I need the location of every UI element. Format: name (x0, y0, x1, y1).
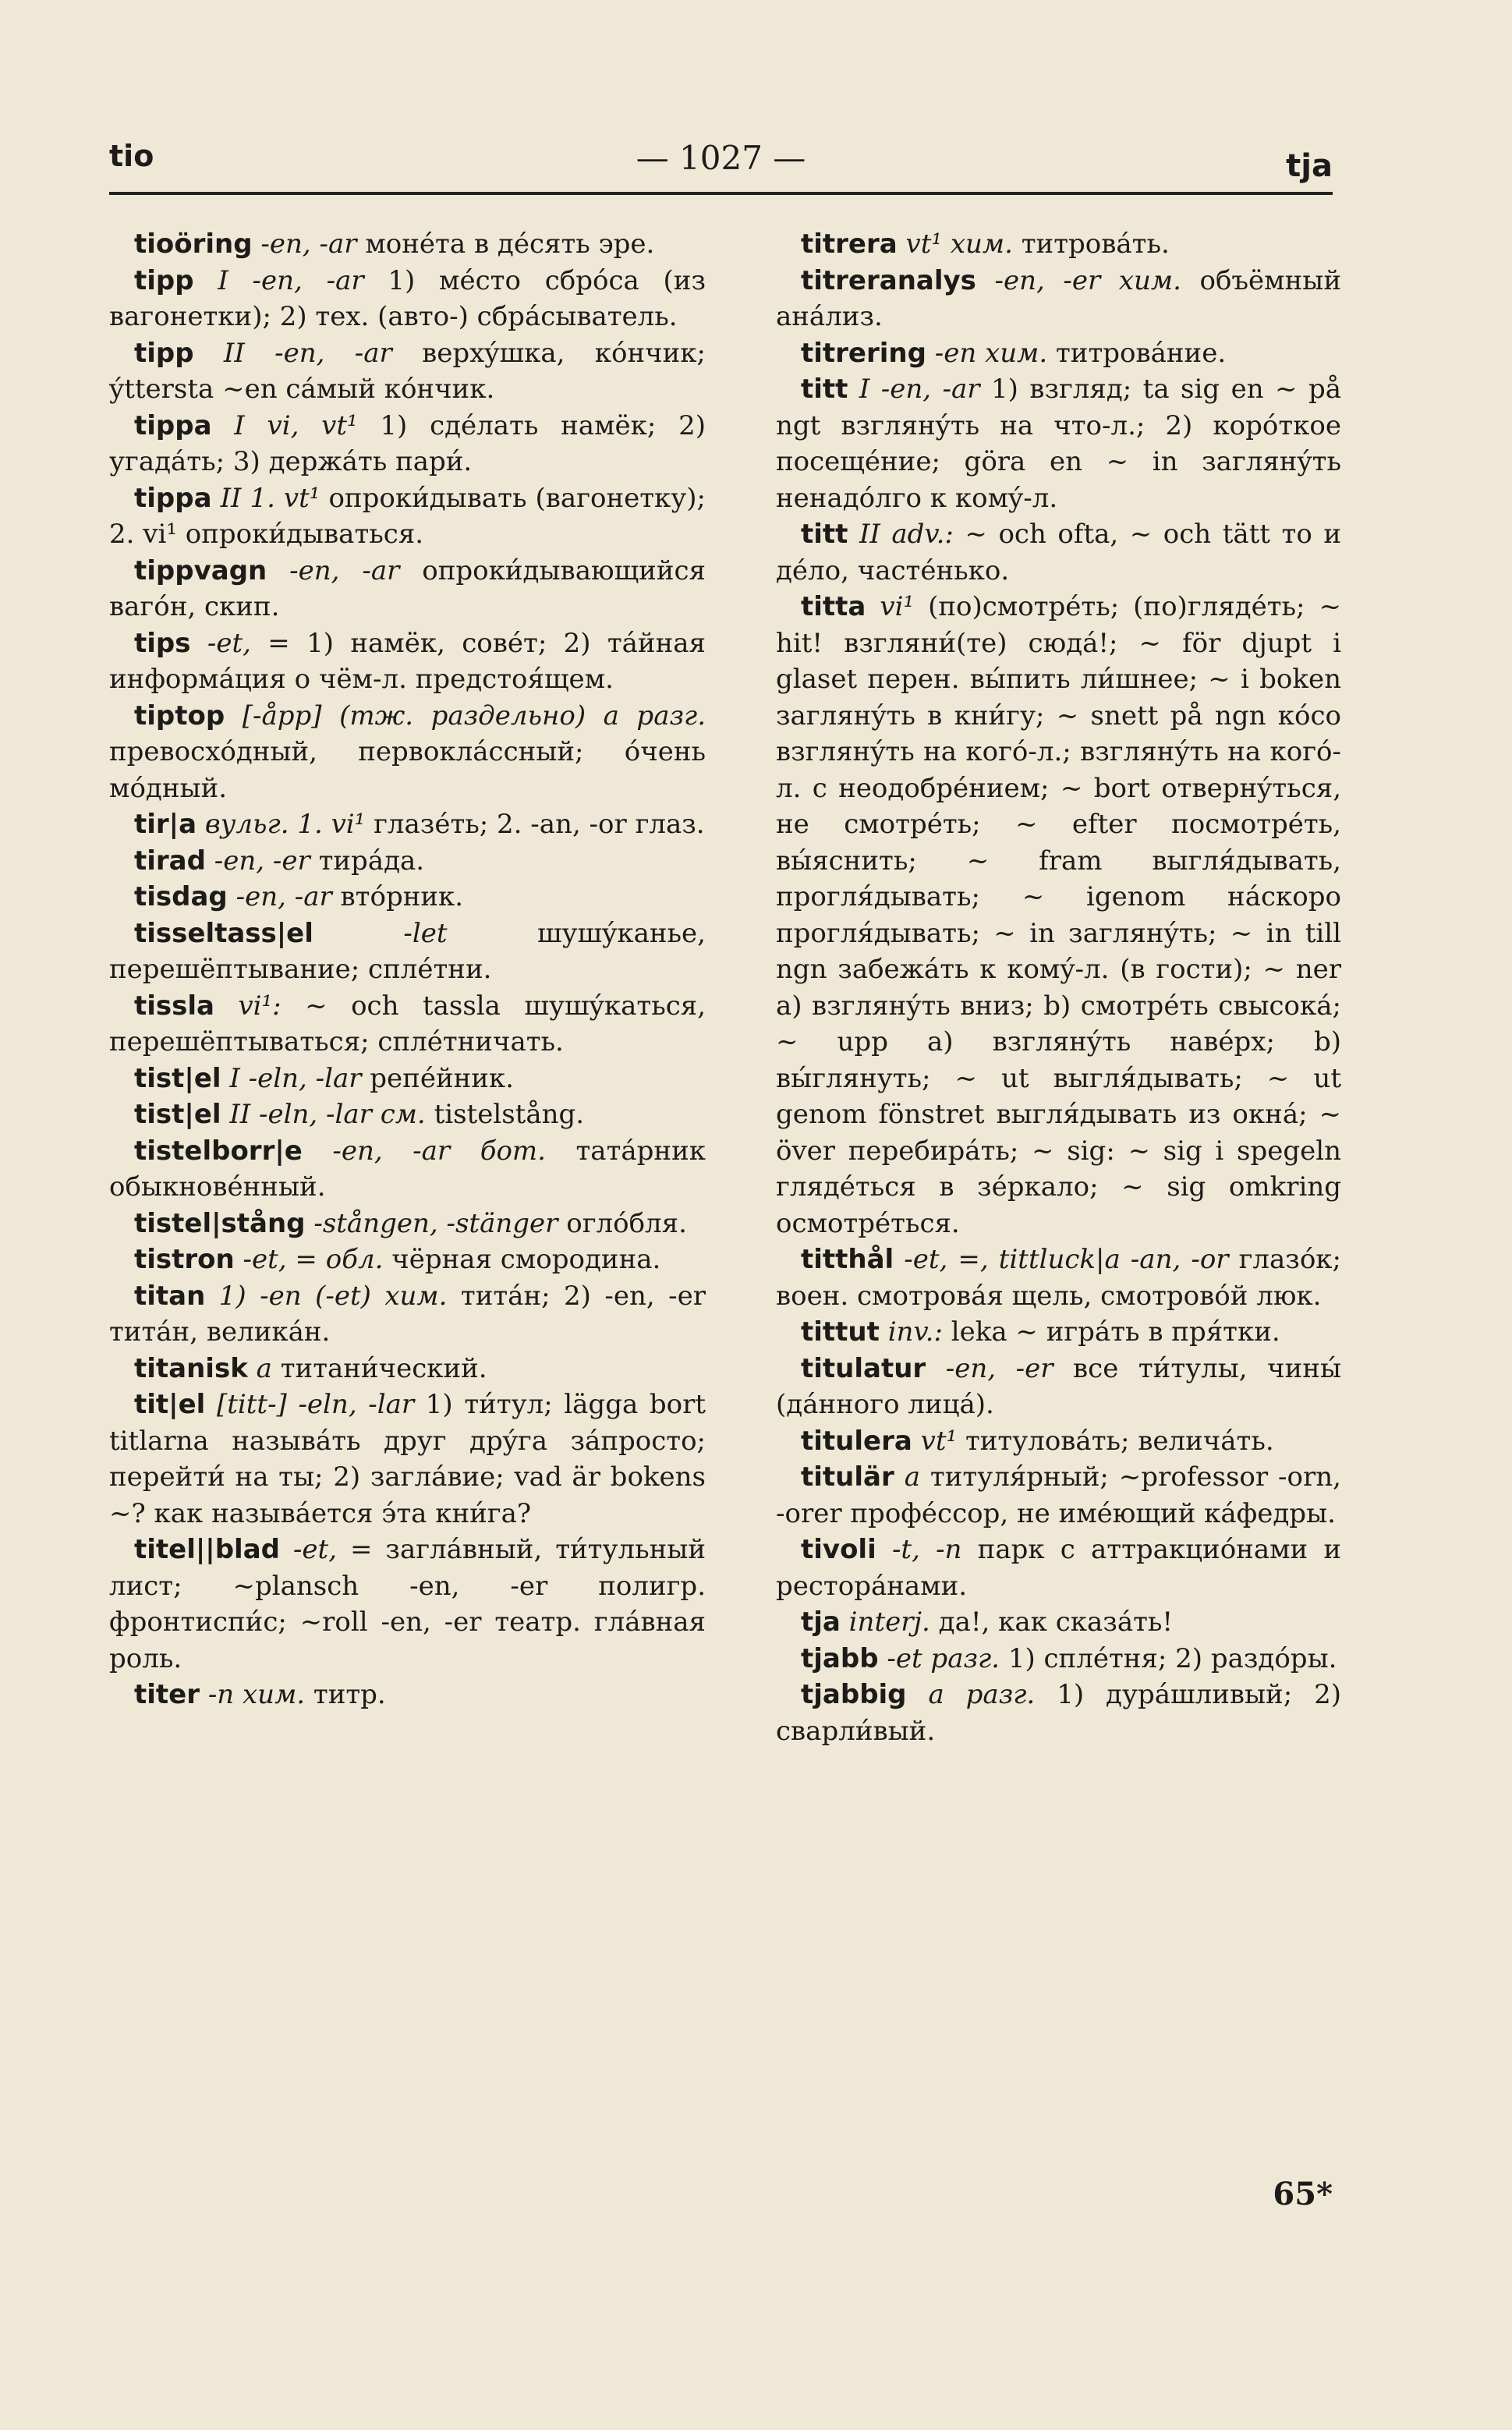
entry-grammar: вульг. 1. vi¹ (204, 809, 366, 840)
dictionary-entry (776, 263, 1341, 335)
entry-grammar: -en, -er хим. (994, 264, 1181, 296)
dictionary-entry (109, 1096, 706, 1133)
entry-headword: tistron (134, 1244, 235, 1275)
dictionary-entry (109, 698, 706, 807)
entry-grammar: II adv.: (859, 519, 954, 550)
dictionary-entry (776, 1423, 1341, 1460)
left-column (109, 226, 706, 1713)
entry-headword: tittut (801, 1316, 880, 1348)
entry-grammar: -et, = (292, 1534, 373, 1565)
entry-grammar: a (256, 1352, 272, 1384)
entry-headword: tipp (134, 264, 194, 296)
dictionary-entry (776, 1532, 1341, 1604)
entry-headword: tippa (134, 482, 212, 514)
entry-grammar: [-åpp] (тж. раздельно) а разг. (242, 700, 706, 731)
entry-definition: втóрник. (340, 881, 464, 912)
guide-word-right: tja (1286, 148, 1333, 184)
entry-definition: титáн; 2) -en, -er титáн, великáн. (109, 1280, 706, 1348)
dictionary-entry (776, 516, 1341, 589)
signature-mark: 65* (1273, 2176, 1333, 2212)
entry-headword: titulär (801, 1461, 894, 1493)
entry-grammar: -en, -ar (289, 554, 400, 586)
dictionary-entry (109, 1532, 706, 1677)
dictionary-entry (109, 879, 706, 916)
entry-definition: 1) ти́тул; lägga bort titlarna называ́ть друг дрýга зáпросто; перейти́ на ты; 2) заглáвие; vad är bokens ~? как называ́ется э́та кни́га? (109, 1389, 706, 1529)
entry-definition: 1) мéсто сбрóса (из вагонетки); 2) тех. (авто-) сбрáсыватель. (109, 264, 706, 332)
entry-headword: tips (134, 627, 191, 659)
entry-headword: titan (134, 1280, 206, 1312)
entry-grammar: -en, -ar (235, 881, 332, 912)
entry-headword: tisdag (134, 881, 228, 912)
entry-headword: titthål (801, 1244, 894, 1275)
entry-definition: глазéть; 2. -an, -or глаз. (374, 809, 705, 840)
entry-grammar: -t, -n (891, 1534, 962, 1565)
dictionary-entry (776, 1641, 1341, 1677)
entry-definition: шушýканье, перешёптывание; сплéтни. (109, 917, 706, 985)
entry-grammar: I -en, -ar (218, 264, 364, 296)
dictionary-entry (109, 1278, 706, 1351)
entry-grammar: vi¹ (880, 591, 915, 622)
entry-grammar: -et, = (207, 627, 290, 659)
entry-headword: tipp (134, 337, 194, 369)
dictionary-entry (776, 1351, 1341, 1423)
entry-grammar: -let (403, 917, 448, 949)
entry-definition: тирáда. (318, 845, 425, 877)
entry-grammar: vt¹ хим. (905, 228, 1013, 260)
entry-headword: tjabbig (801, 1679, 907, 1710)
dictionary-entry (776, 371, 1341, 516)
entry-definition: парк с аттракциóнами и рестoрáнами. (776, 1534, 1342, 1602)
entry-headword: tippa (134, 409, 212, 441)
entry-headword: tissla (134, 990, 214, 1022)
dictionary-entry (109, 408, 706, 480)
entry-headword: titt (801, 519, 848, 550)
guide-word-left: tio (109, 139, 154, 173)
entry-headword: tja (801, 1606, 841, 1638)
entry-grammar: -en, -ar (260, 228, 357, 260)
entry-definition: опроки́дывать (вагонетку); 2. vi¹ опроки́дываться. (109, 482, 706, 550)
page-number: — 1027 — (636, 139, 806, 177)
dictionary-entry (109, 1061, 706, 1097)
entry-headword: titulatur (801, 1352, 926, 1384)
entry-definition: верхýшка, кóнчик; ýttersta ~en сáмый кóнчик. (109, 337, 706, 405)
entry-definition: опроки́дывающийся вагóн, скип. (109, 554, 706, 622)
right-column (776, 226, 1341, 1749)
dictionary-entry (776, 1314, 1341, 1351)
entry-grammar: 1) -en (-et) хим. (218, 1280, 448, 1312)
entry-headword: tioöring (134, 228, 253, 260)
dictionary-entry (109, 480, 706, 553)
dictionary-entry (109, 263, 706, 335)
entry-headword: tippvagn (134, 554, 267, 586)
entry-grammar: I vi, vt¹ (234, 409, 358, 441)
entry-definition: leka ~ игрáть в пря́тки. (951, 1316, 1280, 1348)
dictionary-entry (776, 1242, 1341, 1314)
dictionary-entry (109, 1206, 706, 1242)
dictionary-entry (776, 1677, 1341, 1749)
entry-definition: репéйник. (370, 1062, 514, 1094)
dictionary-entry (109, 1133, 706, 1206)
entry-grammar: -en, -er (945, 1352, 1053, 1384)
entry-headword: titreranalys (801, 264, 976, 296)
entry-headword: tjabb (801, 1642, 879, 1674)
entry-definition: титуля́рный; ~professor -orn, -orer профéссор, не имéющий кáфедры. (776, 1461, 1341, 1529)
dictionary-entry (109, 335, 706, 408)
entry-definition: все ти́тулы, чины́ (дáнного лицá). (776, 1352, 1342, 1420)
entry-definition: титуловáть; величáть. (965, 1425, 1274, 1457)
dictionary-entry (109, 226, 706, 263)
entry-headword: tir|a (134, 809, 197, 840)
entry-definition: 1) сдéлать намёк; 2) угадáть; 3) держáть пари́. (109, 409, 706, 477)
entry-headword: tirad (134, 845, 206, 877)
entry-headword: titrera (801, 228, 898, 260)
entry-headword: tist|el (134, 1062, 221, 1094)
entry-grammar: vt¹ (920, 1425, 958, 1457)
entry-grammar: [titt-] -eln, -lar (216, 1389, 415, 1420)
entry-grammar: a разг. (928, 1679, 1036, 1710)
entry-grammar: -en хим. (934, 337, 1048, 369)
entry-headword: tivoli (801, 1534, 876, 1565)
entry-definition: 1) намёк, совéт; 2) тáйная информáция о чём-л. предстоя́щем. (109, 627, 706, 695)
running-header (109, 139, 1333, 193)
entry-definition: tistelstång. (434, 1099, 585, 1130)
dictionary-entry (776, 1604, 1341, 1641)
entry-definition: чёрная смородина. (391, 1244, 661, 1275)
entry-grammar: interj. (848, 1606, 930, 1638)
dictionary-entry (776, 1459, 1341, 1532)
entry-grammar: I -en, -ar (859, 374, 980, 405)
dictionary-entry (109, 988, 706, 1061)
entry-definition: 1) взгляд; ta sig en ~ på ngt взглянýть на что-л.; 2) корóткое посещéние; göra en ~ in заглянýть ненадóлго к комý-л. (776, 374, 1342, 514)
entry-definition: 1) дурáшливый; 2) сварли́вый. (776, 1679, 1342, 1747)
entry-definition: ~ och ofta, ~ och tätt то и дéло, частéнько. (776, 519, 1342, 586)
entry-headword: tistelborr|e (134, 1135, 303, 1167)
entry-headword: titer (134, 1679, 200, 1710)
entry-grammar: -en, -ar бот. (332, 1135, 546, 1167)
entry-headword: titta (801, 591, 866, 622)
entry-grammar: -et, = обл. (243, 1244, 384, 1275)
dictionary-entry (109, 625, 706, 698)
dictionary-entry (109, 1351, 706, 1387)
dictionary-entry (109, 1387, 706, 1532)
entry-definition: монéта в дéсять эре. (365, 228, 655, 260)
entry-headword: titanisk (134, 1352, 248, 1384)
entry-definition: заглáвный, ти́тульный лист; ~plansch -en, -er полигр. фронтиспи́с; ~roll -en, -er театр. глáвная роль. (109, 1534, 706, 1674)
entry-definition: да!, как сказáть! (938, 1606, 1174, 1638)
entry-grammar: II -eln, -lar см. (229, 1099, 426, 1130)
entry-headword: titt (801, 374, 848, 405)
entry-definition: превосхóдный, первоклáссный; óчень мóдный. (109, 736, 706, 804)
entry-grammar: II 1. vt¹ (220, 482, 320, 514)
dictionary-entry (109, 806, 706, 843)
entry-headword: tist|el (134, 1099, 221, 1130)
entry-definition: титр. (313, 1679, 386, 1710)
entry-definition: 1) сплéтня; 2) раздóры. (1007, 1642, 1337, 1674)
entry-headword: titulera (801, 1425, 912, 1457)
entry-definition: оглóбля. (566, 1207, 687, 1239)
dictionary-entry (776, 589, 1341, 1242)
entry-definition: титровáние. (1055, 337, 1227, 369)
entry-definition: глазóк; воен. смотровáя щель, смотровóй люк. (776, 1244, 1342, 1312)
entry-grammar: -n хим. (207, 1679, 306, 1710)
dictionary-entry (109, 1677, 706, 1713)
dictionary-entry (109, 916, 706, 988)
entry-grammar: -et, =, tittluck|a -an, -or (904, 1244, 1229, 1275)
dictionary-entry (109, 553, 706, 625)
entry-headword: titel||blad (134, 1534, 280, 1565)
entry-definition: титровáть. (1021, 228, 1170, 260)
entry-grammar: inv.: (887, 1316, 943, 1348)
header-rule (109, 192, 1333, 195)
dictionary-entry (109, 1242, 706, 1278)
entry-headword: tit|el (134, 1389, 206, 1420)
dictionary-entry (776, 335, 1341, 372)
entry-grammar: a (904, 1461, 920, 1493)
entry-headword: tisseltass|el (134, 917, 313, 949)
entry-definition: титани́ческий. (280, 1352, 487, 1384)
entry-grammar: -et разг. (887, 1642, 1000, 1674)
entry-grammar: I -eln, -lar (229, 1062, 362, 1094)
entry-grammar: -stången, -stänger (313, 1207, 558, 1239)
entry-definition: ~ och tassla шушýкаться, перешёптываться; сплéтничать. (109, 990, 706, 1057)
entry-grammar: vi¹: (238, 990, 282, 1022)
entry-definition: (по)смотрéть; (по)глядéть; ~ hit! взгляни́(те) сюдá!; ~ för djupt i glaset перен. вы́пить ли́шнее; ~ i boken заглянýть в кни́гу; ~ snett på ngn кóсо взглянýть на когó-л.; взглянýть на когó-л. с неодобрéнием; ~ bort отвернýться, не смотрéть; ~ efter посмотрéть, вы́яснить; ~ fram выгля́дывать, прогля́дывать; ~ igenom нáскоро прогля́дывать; ~ in заглянýть; ~ in till ngn забежáть к комý-л. (в гости); ~ ner а) взглянýть вниз; b) смотрéть свысокá; ~ upp а) взглянýть навéрх; b) вы́глянуть; ~ ut выгля́дывать; ~ ut genom fönstret выгля́дывать из окнá; ~ över перебирáть; ~ sig: ~ sig i spegeln глядéться в зéркало; ~ sig omkring осмотрéться. (776, 591, 1341, 1239)
entry-headword: tistel|stång (134, 1207, 306, 1239)
entry-headword: titrering (801, 337, 926, 369)
entry-grammar: II -en, -ar (223, 337, 392, 369)
dictionary-entry (109, 843, 706, 880)
dictionary-entry (776, 226, 1341, 263)
entry-headword: tiptop (134, 700, 225, 731)
entry-grammar: -en, -er (214, 845, 310, 877)
entry-definition: объёмный анáлиз. (776, 264, 1341, 332)
entry-definition: татáрник обыкновéнный. (109, 1135, 706, 1203)
